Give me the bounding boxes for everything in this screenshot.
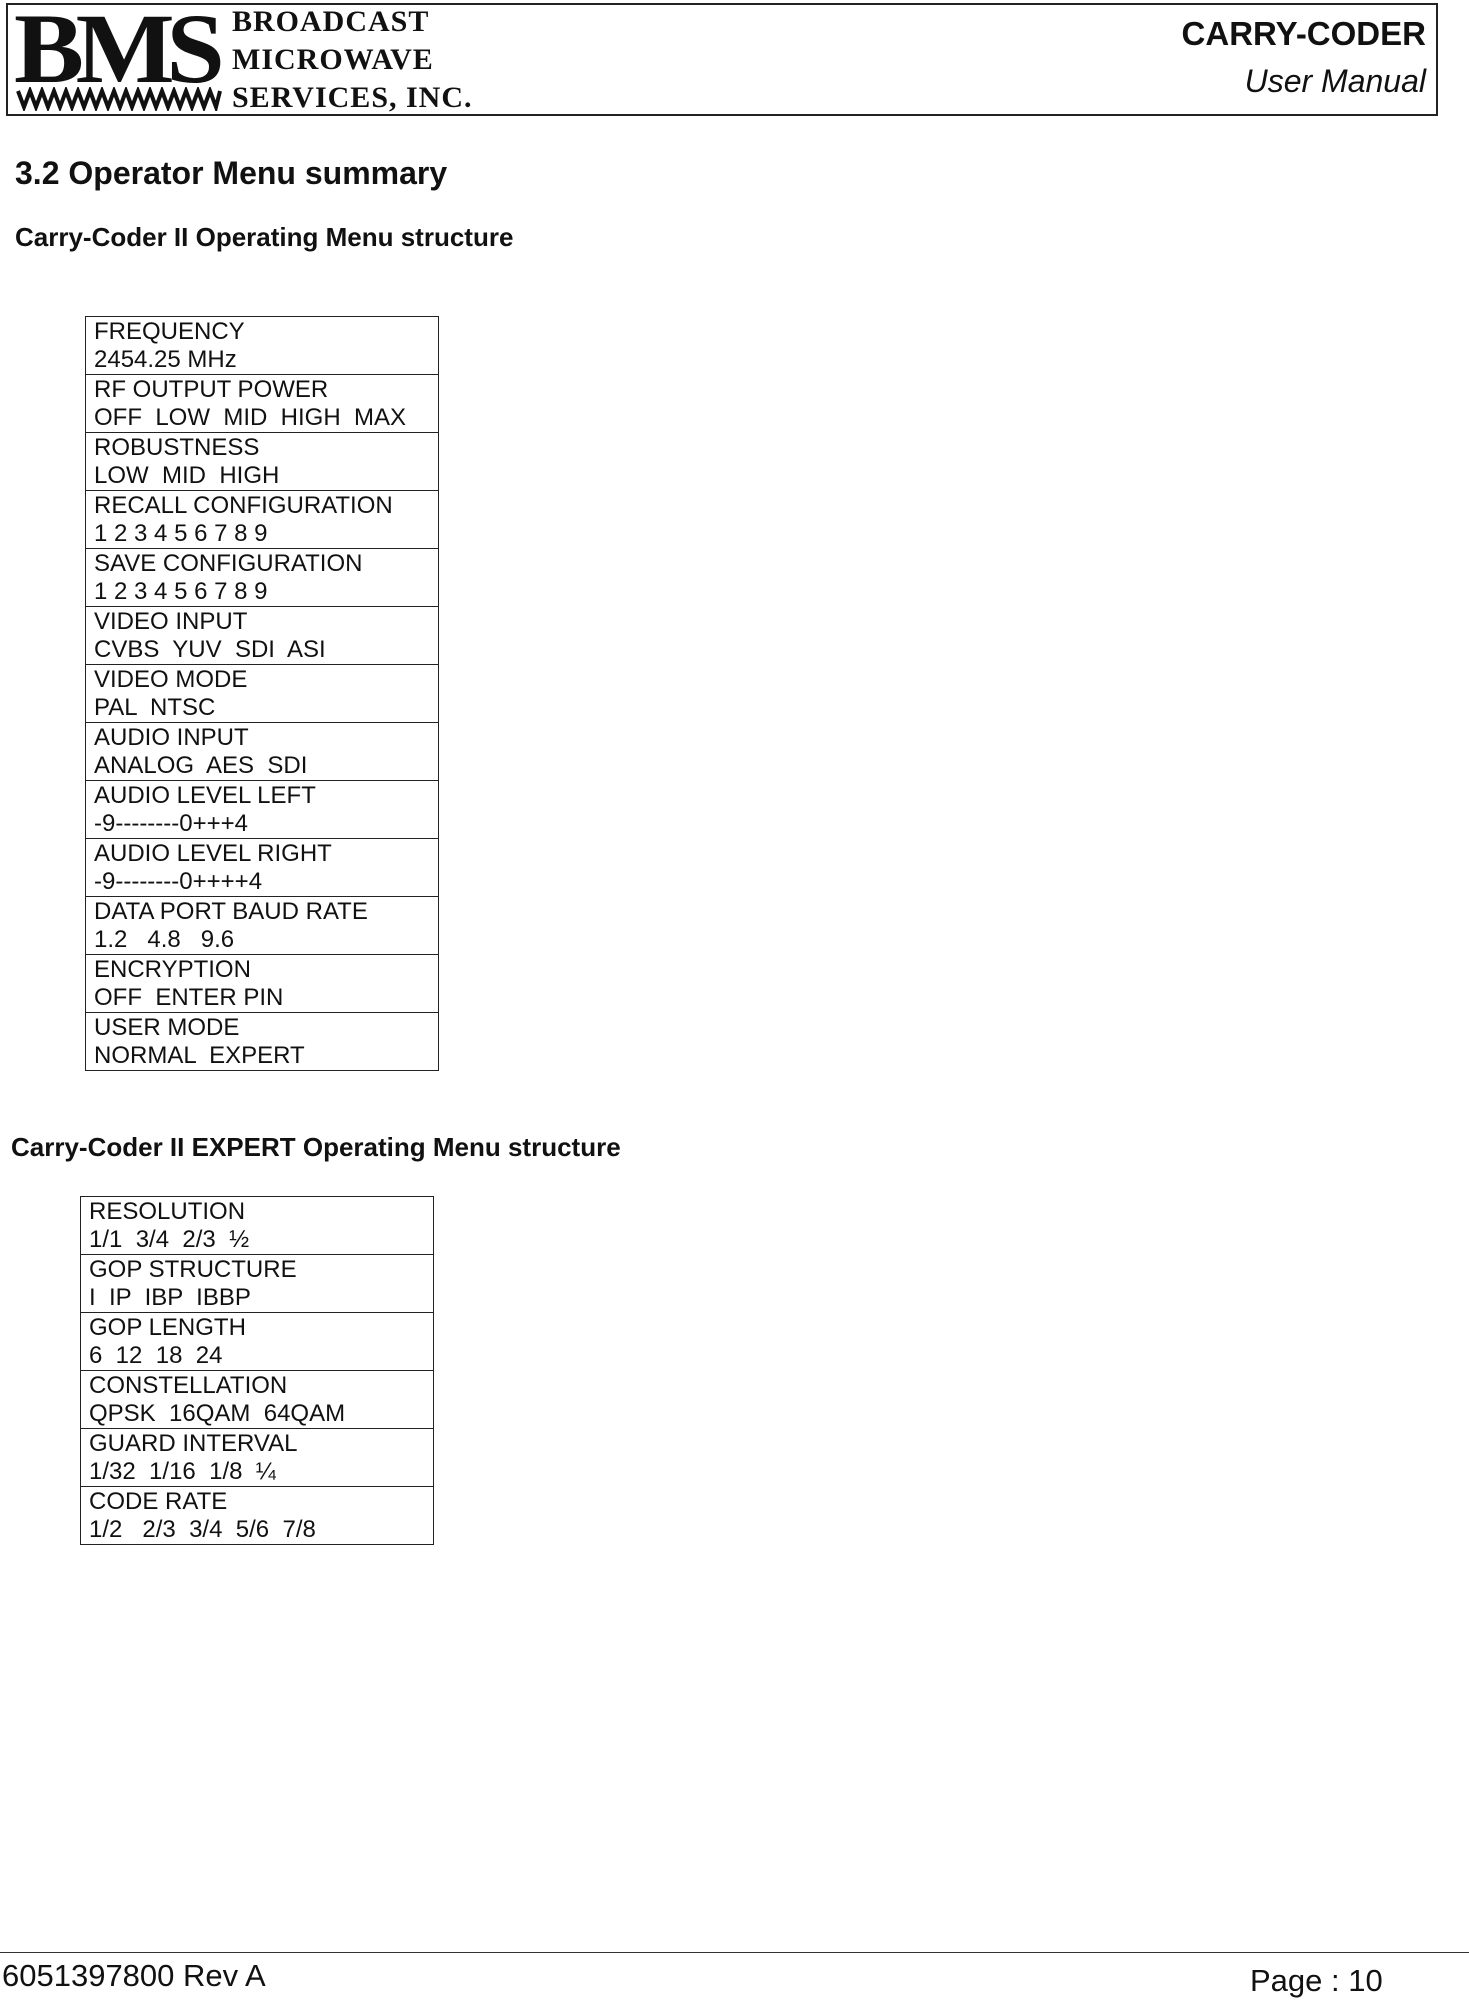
company-logo <box>14 0 484 115</box>
menu-item-options: 1/1 3/4 2/3 ½ <box>89 1226 250 1253</box>
menu-item-name: USER MODE <box>94 1014 240 1041</box>
menu-item-name: AUDIO LEVEL RIGHT <box>94 840 332 867</box>
menu-row <box>86 607 439 665</box>
menu-row <box>86 491 439 549</box>
doc-number: 6051397800 Rev A <box>2 1958 266 1993</box>
menu-item-name: DATA PORT BAUD RATE <box>94 898 368 925</box>
menu-cell <box>81 1313 434 1371</box>
menu-item-name: AUDIO LEVEL LEFT <box>94 782 316 809</box>
menu-item-options: CVBS YUV SDI ASI <box>94 636 326 663</box>
company-name-line1: BROADCAST <box>232 5 430 38</box>
menu-row <box>86 723 439 781</box>
logo-wave-graphic <box>16 87 222 111</box>
menu-row <box>81 1255 434 1313</box>
logo-bms-text: BMS <box>14 0 217 104</box>
menu-row <box>86 781 439 839</box>
menu-row <box>86 839 439 897</box>
menu-cell <box>86 491 439 549</box>
menu-item-name: GOP STRUCTURE <box>89 1256 297 1283</box>
menu-item-options: PAL NTSC <box>94 694 216 721</box>
page-number: Page : 10 <box>1250 1963 1383 1998</box>
menu-row <box>86 433 439 491</box>
menu-item-name: RECALL CONFIGURATION <box>94 492 393 519</box>
menu-item-options: ANALOG AES SDI <box>94 752 308 779</box>
doc-title: CARRY-CODER <box>1181 15 1426 52</box>
menu-item-options: 2454.25 MHz <box>94 346 237 373</box>
company-name-line3: SERVICES, INC. <box>232 81 473 114</box>
menu-item-options: QPSK 16QAM 64QAM <box>89 1400 346 1427</box>
menu-cell <box>86 1013 439 1071</box>
menu-cell <box>81 1197 434 1255</box>
menu-item-options: OFF ENTER PIN <box>94 984 284 1011</box>
doc-subtitle: User Manual <box>1244 63 1426 99</box>
menu-cell <box>81 1255 434 1313</box>
company-name-line2: MICROWAVE <box>232 43 434 76</box>
menu-cell <box>86 723 439 781</box>
operating-menu-heading: Carry-Coder II Operating Menu structure <box>15 222 514 252</box>
menu-cell <box>81 1487 434 1545</box>
menu-item-name: ENCRYPTION <box>94 956 251 983</box>
menu-row <box>86 897 439 955</box>
menu-item-name: ROBUSTNESS <box>94 434 260 461</box>
menu-cell <box>86 665 439 723</box>
operating-menu-table <box>85 316 439 1071</box>
menu-item-name: VIDEO INPUT <box>94 608 248 635</box>
menu-cell <box>81 1429 434 1487</box>
menu-item-name: GUARD INTERVAL <box>89 1430 298 1457</box>
menu-row <box>81 1197 434 1255</box>
section-heading: 3.2 Operator Menu summary <box>15 155 448 191</box>
menu-item-name: RF OUTPUT POWER <box>94 376 329 403</box>
menu-cell <box>86 549 439 607</box>
menu-cell <box>81 1371 434 1429</box>
menu-item-options: 1.2 4.8 9.6 <box>94 926 235 953</box>
menu-item-options: NORMAL EXPERT <box>94 1042 305 1069</box>
menu-item-name: RESOLUTION <box>89 1198 246 1225</box>
menu-row <box>81 1429 434 1487</box>
menu-item-name: SAVE CONFIGURATION <box>94 550 363 577</box>
menu-cell <box>86 839 439 897</box>
menu-item-name: VIDEO MODE <box>94 666 248 693</box>
menu-row <box>86 955 439 1013</box>
menu-item-options: I IP IBP IBBP <box>89 1284 251 1311</box>
expert-menu-heading: Carry-Coder II EXPERT Operating Menu structure <box>11 1132 621 1162</box>
footer-divider <box>0 1952 1469 1953</box>
menu-row <box>86 1013 439 1071</box>
menu-row <box>86 665 439 723</box>
menu-item-options: LOW MID HIGH <box>94 462 280 489</box>
menu-item-name: GOP LENGTH <box>89 1314 246 1341</box>
menu-item-options: 1/2 2/3 3/4 5/6 7/8 <box>89 1516 316 1543</box>
menu-item-options: -9--------0++++4 <box>94 868 263 895</box>
menu-item-name: CODE RATE <box>89 1488 228 1515</box>
menu-item-name: CONSTELLATION <box>89 1372 288 1399</box>
menu-item-options: 6 12 18 24 <box>89 1342 223 1369</box>
menu-item-options: 1/32 1/16 1/8 ¼ <box>89 1458 276 1485</box>
menu-cell <box>86 317 439 375</box>
menu-row <box>81 1487 434 1545</box>
menu-item-options: -9--------0+++4 <box>94 810 249 837</box>
page-header <box>6 0 1438 116</box>
menu-item-options: 1 2 3 4 5 6 7 8 9 <box>94 578 268 605</box>
menu-row <box>86 549 439 607</box>
menu-cell <box>86 955 439 1013</box>
menu-item-options: OFF LOW MID HIGH MAX <box>94 404 406 431</box>
menu-row <box>81 1371 434 1429</box>
menu-item-name: FREQUENCY <box>94 318 245 345</box>
menu-item-options: 1 2 3 4 5 6 7 8 9 <box>94 520 268 547</box>
menu-row <box>86 317 439 375</box>
menu-row <box>86 375 439 433</box>
expert-menu-table <box>80 1196 434 1545</box>
menu-cell <box>86 375 439 433</box>
menu-cell <box>86 897 439 955</box>
menu-cell <box>86 433 439 491</box>
menu-cell <box>86 607 439 665</box>
menu-item-name: AUDIO INPUT <box>94 724 249 751</box>
menu-cell <box>86 781 439 839</box>
menu-row <box>81 1313 434 1371</box>
